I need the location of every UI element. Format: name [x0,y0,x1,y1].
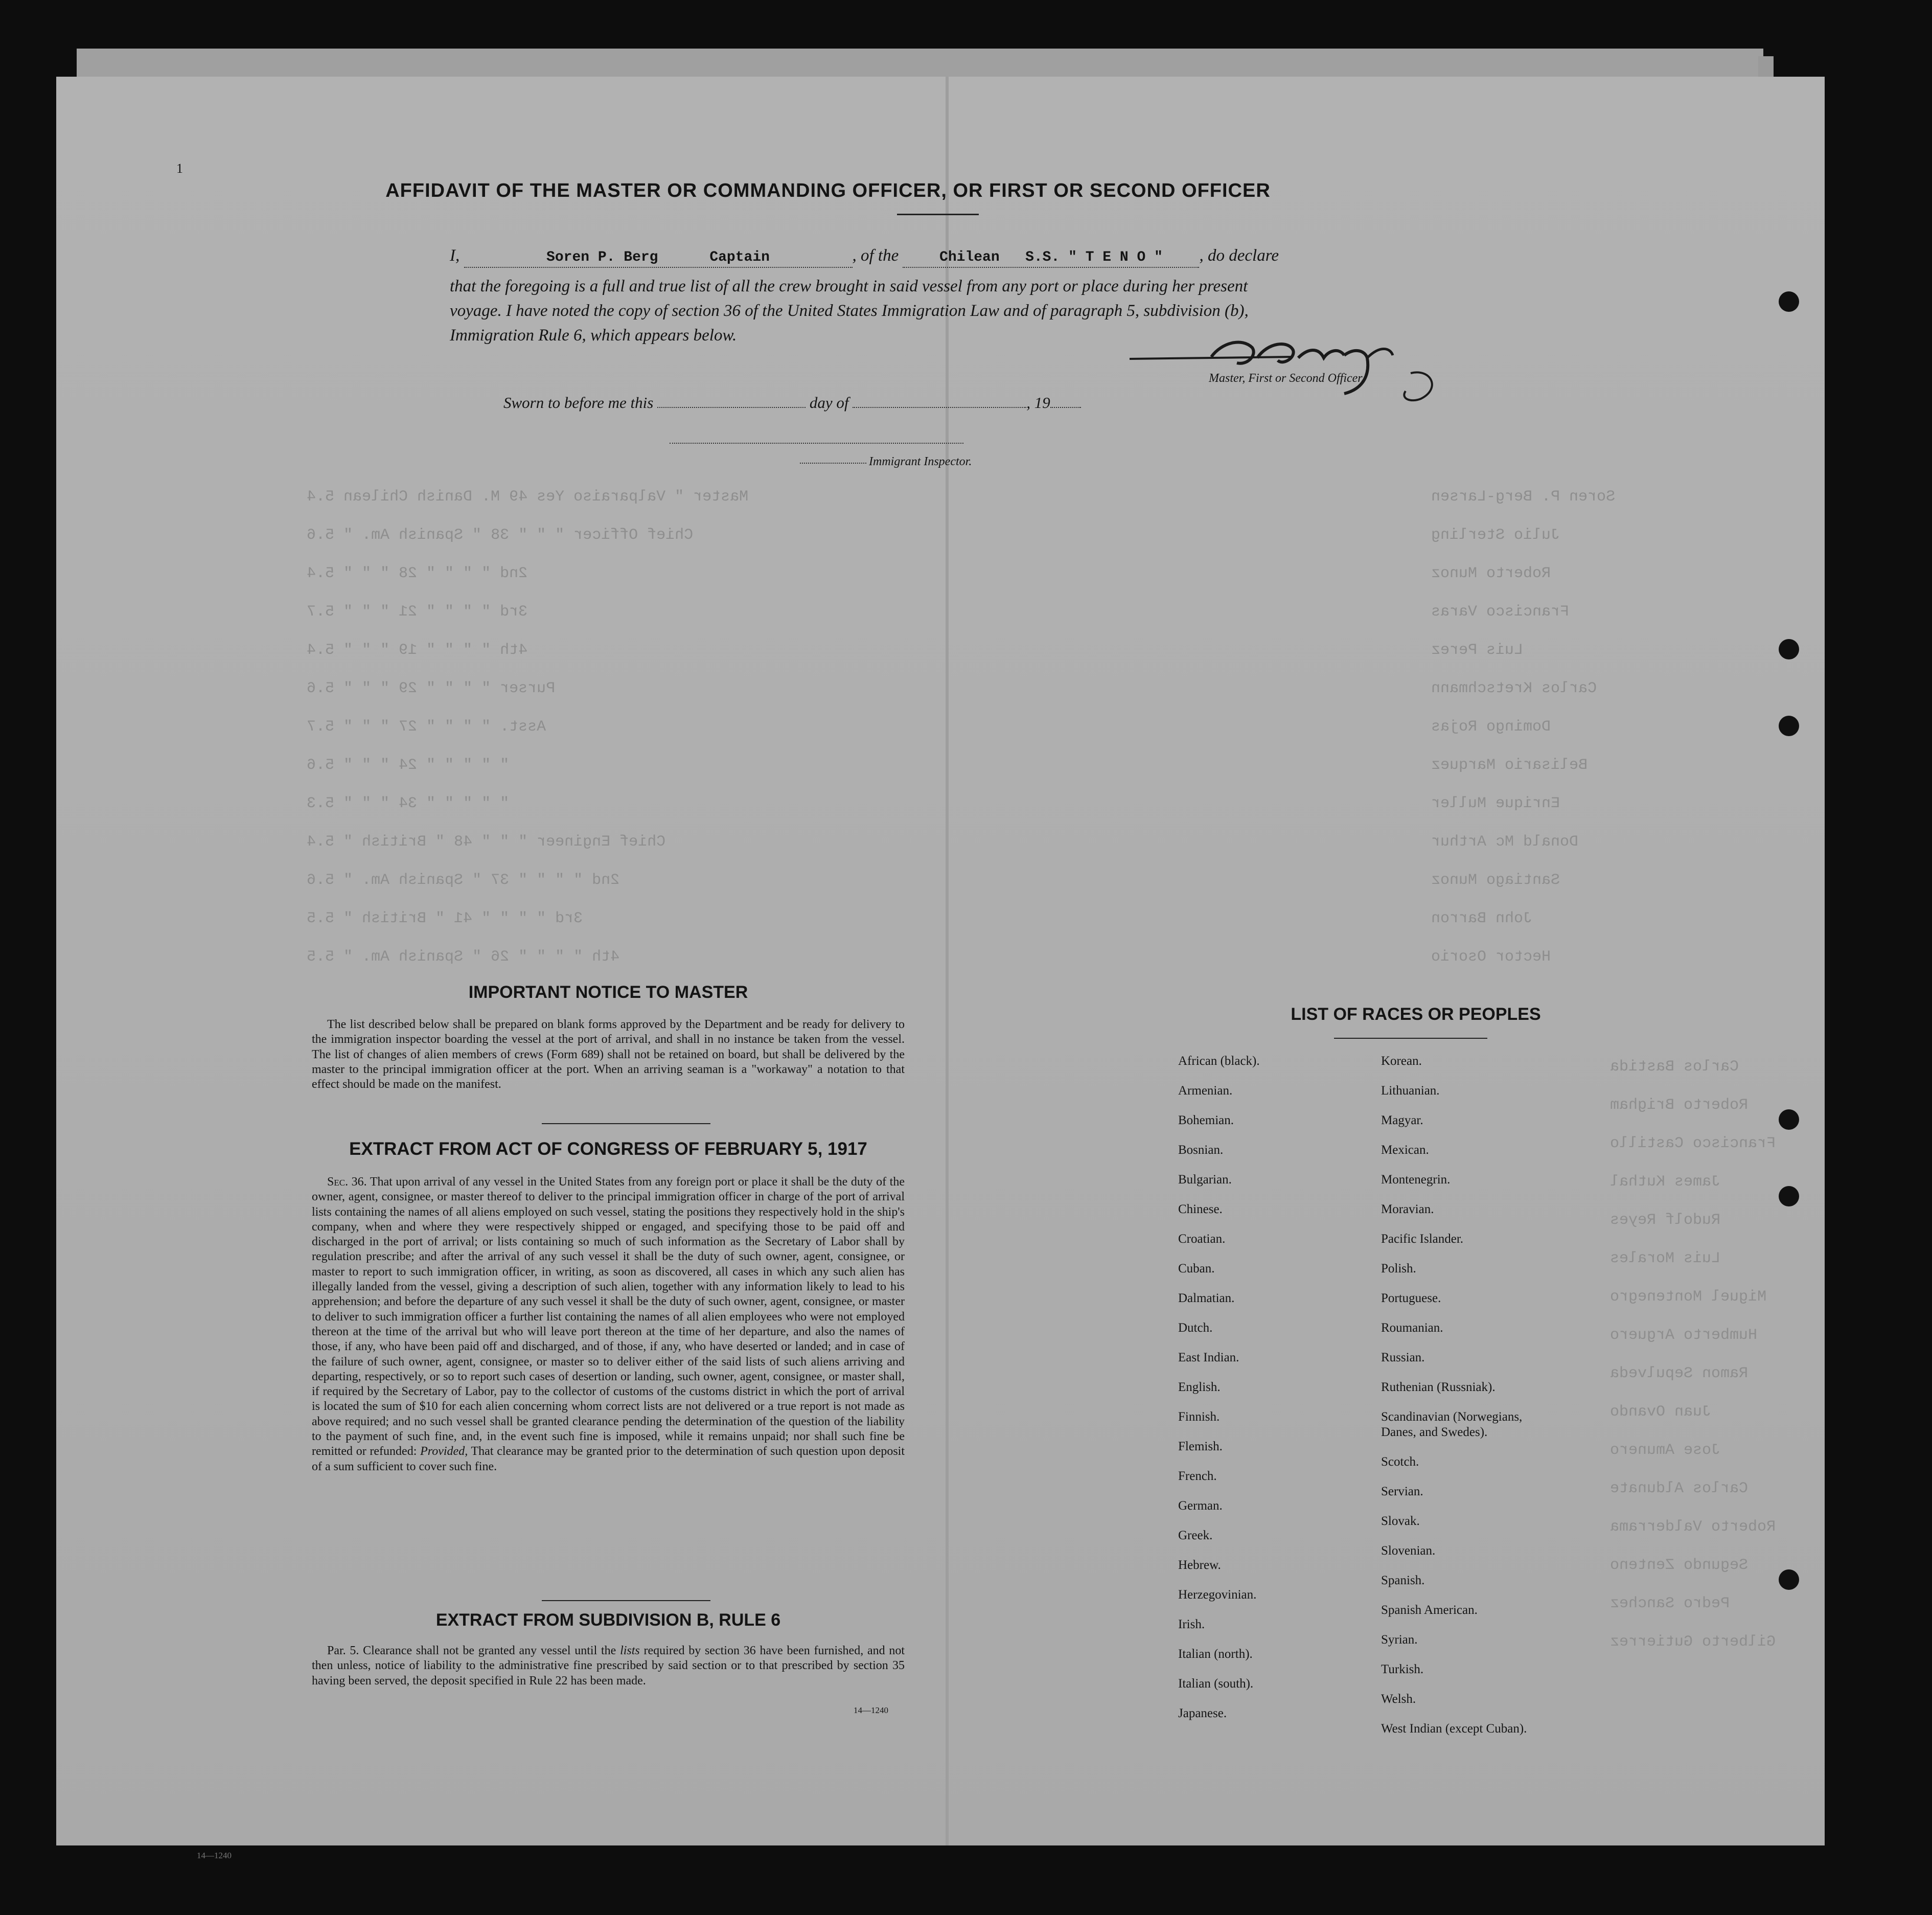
race-item: Turkish. [1381,1662,1424,1676]
race-item: Bosnian. [1178,1143,1224,1157]
affidavit-title: AFFIDAVIT OF THE MASTER OR COMMANDING OFFICER, OR FIRST OR SECOND OFFICER [385,180,1271,201]
sec-36-label: Sec. 36. [327,1175,367,1189]
race-item: Polish. [1381,1262,1416,1275]
races-rule [1334,1038,1487,1039]
race-item: Portuguese. [1381,1291,1441,1305]
bleed-through-names: Soren P. Berg-Larsen [1431,488,1616,506]
bleed-through-names: Rudolf Reyes [1610,1212,1721,1229]
binder-hole-5 [1779,1186,1799,1206]
bleed-through-names: Roberto Valderrama [1610,1518,1776,1536]
race-item: Lithuanian. [1381,1084,1440,1098]
race-item: Chinese. [1178,1202,1223,1216]
binder-hole-2 [1779,639,1799,659]
race-item: Greek. [1178,1529,1213,1542]
act-extract-text [312,1175,905,1474]
race-item: Moravian. [1381,1202,1434,1216]
declarant-name: Soren P. Berg [546,249,658,265]
race-item: Italian (north). [1178,1647,1253,1661]
sworn-month-field[interactable] [853,407,1026,408]
form-number: 14—1240 [854,1705,888,1715]
bleed-through-row: Master " Valparaiso Yes 49 M. Danish Chilean 5.4 [307,488,749,506]
bleed-through-names: Jose Amunero [1610,1442,1721,1459]
rule-extract-text [312,1644,905,1689]
sworn-day-field[interactable] [657,407,806,408]
race-item: Dalmatian. [1178,1291,1235,1305]
race-item: Cuban. [1178,1262,1215,1275]
declarant-field [464,248,853,268]
bleed-through-names: Francisco Castillo [1610,1135,1776,1152]
bleed-through-row: " " " " " 24 " " " 5.6 [307,757,510,774]
sworn-year: , 19 [1026,394,1050,412]
race-item: English. [1178,1380,1221,1394]
of-the-text: , of the [852,246,899,265]
sworn-line [503,387,1158,418]
sworn-prefix: Sworn to before me this [503,394,654,412]
declaration-prefix: I, [450,246,460,265]
title-rule [897,214,979,215]
footer-form-number: 14—1240 [197,1851,232,1860]
race-item: Japanese. [1178,1706,1227,1720]
bleed-through-row: Chief Officer " " " 38 " Spanish Am. " 5.6 [307,527,694,544]
bleed-through-row: Asst. " " " " 27 " " " 5.7 [307,718,546,736]
bleed-through-row: 2nd " " " " 37 " Spanish Am. " 5.6 [307,872,620,889]
race-item: Spanish American. [1381,1603,1478,1617]
bleed-through-names: Francisco Varas [1431,603,1570,621]
bleed-through-names: Roberto Brigham [1610,1097,1749,1114]
act-rule [542,1600,710,1601]
bleed-through-row: Purser " " " " 29 " " " 5.6 [307,680,556,697]
page-number: 1 [176,161,183,176]
bleed-through-row: 2nd " " " " 28 " " " 5.4 [307,565,528,582]
race-item: Slovenian. [1381,1544,1436,1558]
bleed-through-names: Luis Perez [1431,642,1524,659]
bleed-through-names: Enrique Muller [1431,795,1560,812]
bleed-through-names: Humberto Arguero [1610,1327,1758,1344]
lists-word: lists [620,1644,640,1657]
notice-title: IMPORTANT NOTICE TO MASTER [468,983,748,1002]
bleed-through-names: Carlos Kretschmann [1431,680,1597,697]
race-item: Italian (south). [1178,1677,1254,1691]
declare-text: , do declare [1199,246,1279,265]
bleed-through-names: Juan Ovando [1610,1403,1712,1421]
master-signature [1124,327,1482,404]
declaration-line-4: Immigration Rule 6, which appears below. [450,326,737,345]
sworn-year-field[interactable] [1050,407,1081,408]
race-item: Hebrew. [1178,1558,1221,1572]
race-item: Pacific Islander. [1381,1232,1464,1246]
binder-hole-6 [1779,1569,1799,1590]
race-item: Armenian. [1178,1084,1233,1098]
declaration-line-3: voyage. I have noted the copy of section 36 of the United States Immigration Law and of paragraph 5, subdivision (b), [450,302,1249,320]
race-item: Servian. [1381,1485,1423,1498]
race-item: Herzegovinian. [1178,1588,1257,1602]
bleed-through-names: Domingo Rojas [1431,718,1551,736]
race-item: Mexican. [1381,1143,1429,1157]
race-item: Welsh. [1381,1692,1416,1706]
par-5-body-a: Clearance shall not be granted any vessel until the [363,1644,616,1657]
race-item: Irish. [1178,1617,1205,1631]
race-item: German. [1178,1499,1223,1513]
races-title: LIST OF RACES OR PEOPLES [1291,1005,1541,1024]
bleed-through-names: Belisario Marquez [1431,757,1588,774]
bleed-through-row: 4th " " " " 26 " Spanish Am. " 5.5 [307,948,620,966]
race-item: Montenegrin. [1381,1173,1451,1187]
binder-hole-3 [1779,716,1799,736]
declarant-rank: Captain [709,249,770,265]
race-item: West Indian (except Cuban). [1381,1722,1527,1736]
bleed-through-row: " " " " " 34 " " " 5.3 [307,795,510,812]
bleed-through-names: Segundo Zenteno [1610,1557,1749,1574]
bleed-through-names: Miguel Montenegro [1610,1288,1767,1306]
bleed-through-names: Ramon Sepulveda [1610,1365,1749,1382]
race-item: Slovak. [1381,1514,1420,1528]
notice-rule [542,1123,710,1124]
race-item: Bohemian. [1178,1113,1234,1127]
act-extract-title: EXTRACT FROM ACT OF CONGRESS OF FEBRUARY 5, 1917 [349,1139,867,1159]
bleed-through-names: Gilberto Gutierrez [1610,1633,1776,1651]
race-item: Croatian. [1178,1232,1226,1246]
race-item: East Indian. [1178,1351,1239,1364]
binder-hole-1 [1779,291,1799,312]
bleed-through-row: 3rd " " " " 41 " British " 5.5 [307,910,583,927]
bleed-through-names: Luis Morales [1610,1250,1721,1267]
race-item: Ruthenian (Russniak). [1381,1380,1496,1394]
bleed-through-names: Donald Mc Arthur [1431,833,1579,851]
race-item: Korean. [1381,1054,1422,1068]
bleed-through-row: 3rd " " " " 21 " " " 5.7 [307,603,528,621]
inspector-lead-line [800,463,866,464]
race-item: Dutch. [1178,1321,1213,1335]
race-item: Magyar. [1381,1113,1423,1127]
race-item: Spanish. [1381,1574,1425,1587]
race-item: French. [1178,1469,1217,1483]
provided-label: Provided, [420,1445,468,1458]
binder-hole-4 [1779,1109,1799,1130]
race-item: Syrian. [1381,1633,1418,1647]
race-item: Roumanian. [1381,1321,1443,1335]
rule-extract-title: EXTRACT FROM SUBDIVISION B, RULE 6 [435,1610,781,1630]
bleed-through-names: Hector Osorio [1431,948,1551,966]
declaration-line-1 [450,240,1498,271]
race-item: Danes, and Swedes). [1381,1425,1488,1439]
bleed-through-names: John Barron [1431,910,1533,927]
bleed-through-row: 4th " " " " 19 " " " 5.4 [307,642,528,659]
vessel-nationality: Chilean [939,249,1000,265]
bleed-through-names: Carlos Aldunate [1610,1480,1749,1497]
notice-text: The list described below shall be prepared on blank forms approved by the Department and be ready for delivery to the immigration inspector boarding the vessel at the port of arrival, and shall in no instance be taken from the vessel. The list of changes of alien members of crews (Form 689) shall not be retained on board, but shall be delivered by the master to the principal immigration officer at the port. When an arriving seaman is a "workaway" a notation to that effect should be made on the manifest. [312,1018,905,1091]
par-5-body-b: required by section 36 have been furnished, and not then unless, notice of liability to the administrative fine prescribed by said section or to that prescribed by section 35 having been served, the deposit specified in Rule 22 has been made. [312,1644,905,1688]
signature-caption: Master, First or Second Officer. [1209,372,1364,385]
bleed-through-row: Chief Engineer " " " 48 " British " 5.4 [307,833,666,851]
race-item: Scotch. [1381,1455,1419,1469]
bleed-through-names: Roberto Munoz [1431,565,1551,582]
sworn-day-of: day of [809,394,849,412]
race-item: Bulgarian. [1178,1173,1232,1187]
bleed-through-names: Julio Sterling [1431,527,1560,544]
bleed-through-names: Carlos Bastida [1610,1058,1739,1076]
race-item: Russian. [1381,1351,1425,1364]
bleed-through-names: Pedro Sanchez [1610,1595,1730,1612]
par-5-label: Par. 5. [327,1644,359,1657]
sec-36-body: That upon arrival of any vessel in the United States from any foreign port or place it shall be the duty of the owner, agent, consignee, or master thereof to deliver to the principal immigration officer in charge of the port of arrival lists containing the names of all aliens employed on such vessel, stating the positions they respectively hold in the ship's company, when and where they were respectively shipped or engaged, and specifying those to be paid off and discharged in the port of arrival; or lists containing so much of such information as the Secretary of Labor shall by regulation prescribe; and after the arrival of any such vessel it shall be the duty of such owner, agent, consignee, or master to report to such immigration officer, in writing, as soon as discovered, all cases in which any such alien has illegally landed from the vessel, giving a description of such alien, together with any information likely to lead to his apprehension; and before the departure of any such vessel it shall be the duty of such owner, agent, consignee, or master to deliver to such immigration officer a further list containing the names of all alien employees who were not employed thereon at the time of the arrival but who will leave port thereon at the time of her departure, and also the names of those, if any, who have been paid off and discharged, and of those, if any, who have deserted or landed; and in case of the failure of such owner, agent, consignee, or master so to deliver either of the said lists of such aliens arriving and departing, respectively, or so to report such cases of desertion or landing, such owner, agent, consignee, or master shall, if required by the Secretary of Labor, pay to the collector of customs of the customs district in which the port of arrival is located the sum of $10 for each alien concerning whom correct lists are not delivered or a true report is not made as above required; and no such vessel shall be granted clearance pending the determination of the question of the liability to the payment of such fine, and, in the event such fine is imposed, while it remains unpaid; nor shall such fine be remitted or refunded: [312,1175,905,1458]
bleed-through-names: Santiago Munoz [1431,872,1560,889]
race-item: Scandinavian (Norwegians, [1381,1410,1523,1424]
inspector-signature-line[interactable] [670,443,963,444]
vessel-field [903,248,1199,268]
declaration-line-2: that the foregoing is a full and true list of all the crew brought in said vessel from any port or place during her present [450,277,1248,295]
vessel-name: S.S. " T E N O " [1025,249,1163,265]
race-item: African (black). [1178,1054,1260,1068]
underlying-page-edge-top [77,49,1763,79]
bleed-through-names: James Kuthal [1610,1173,1721,1191]
race-item: Flemish. [1178,1440,1223,1453]
race-item: Finnish. [1178,1410,1220,1424]
inspector-caption: Immigrant Inspector. [869,455,972,468]
sec-36-body-end: That clearance may be granted prior to the determination of such question upon deposit of a sum sufficient to cover such fine. [312,1445,905,1473]
